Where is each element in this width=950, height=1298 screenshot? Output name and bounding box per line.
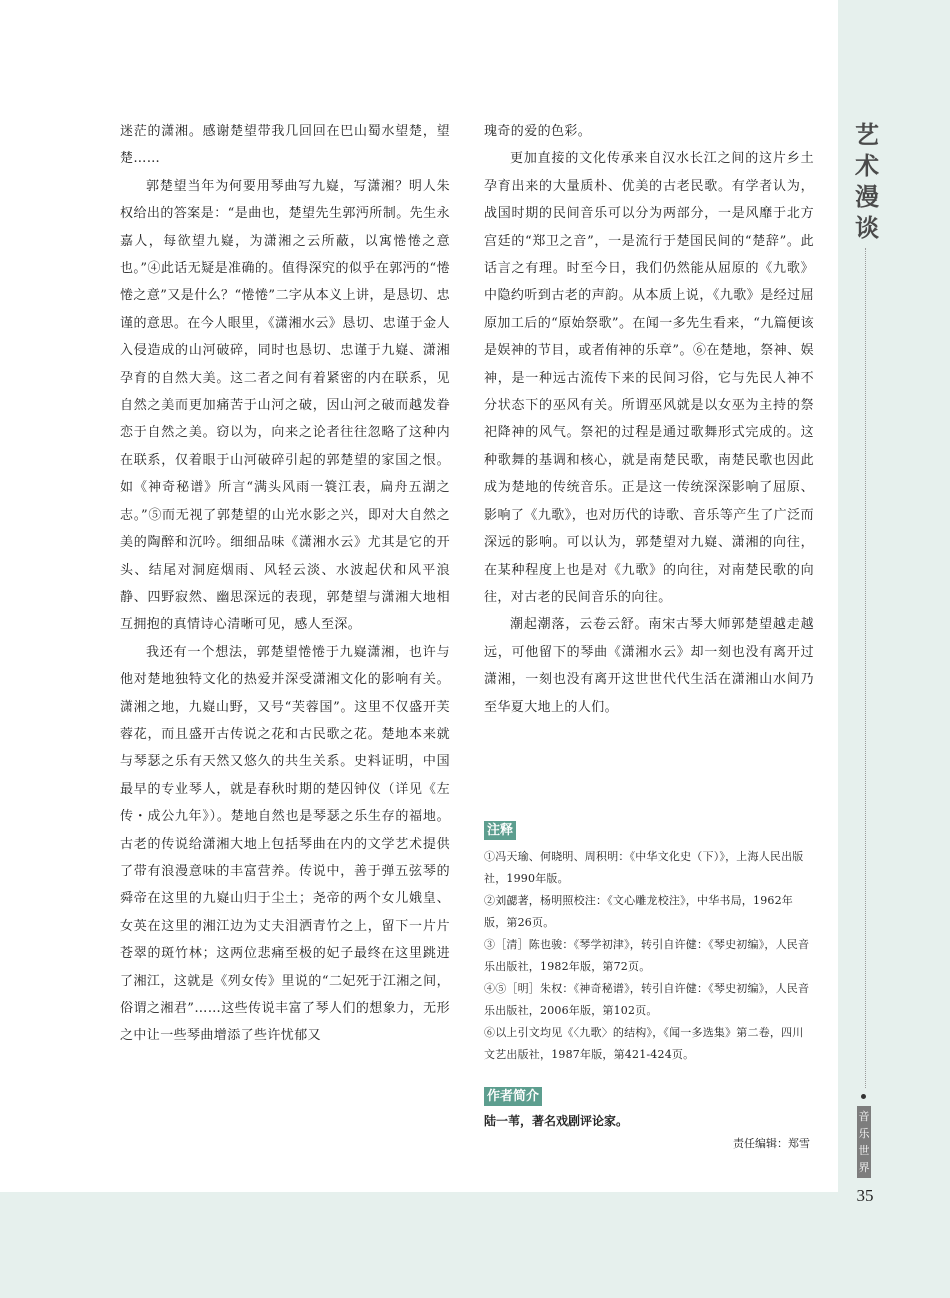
- paragraph: 瑰奇的爱的色彩。: [484, 124, 592, 139]
- page-bottom-band: [0, 1192, 950, 1298]
- paragraph: 我还有一个想法，郭楚望惓惓于九嶷潇湘，也许与他对楚地独特文化的热爱并深受潇湘文化的影响有关。潇湘之地，九嶷山野，又号“芙蓉国”。这里不仅盛开芙蓉花，而且盛开古传说之花和古民歌之花。楚地本来就与琴瑟之乐有天然又悠久的共生关系。史料证明，中国最早的专业琴人，就是春秋时期的楚囚钟仪（详见《左传・成公九年》）。楚地自然也是琴瑟之乐生存的福地。古老的传说给潇湘大地上包括琴曲在内的文学艺术提供了带有浪漫意味的丰富营养。传说中，善于弹五弦琴的舜帝在这里的九嶷山归于尘土；尧帝的两个女儿娥皇、女英在这里的湘江边为丈夫泪洒青竹之上，留下一片片苍翠的斑竹林；这两位悲痛至极的妃子最终在这里跳进了湘江，这就是《列女传》里说的“二妃死于江湘之间，俗谓之湘君”……这些传说丰富了琴人们的想象力，无形之中让一些琴曲增添了些许忧郁又: [120, 644, 450, 1044]
- note-item: ⑥以上引文均见《〈九歌〉的结构》，《闻一多选集》第二卷，四川文艺出版社，1987年版，第421-424页。: [484, 1026, 804, 1061]
- notes-list: [484, 846, 814, 1066]
- author-heading: 作者简介: [484, 1087, 542, 1106]
- paragraph: 迷茫的潇湘。感谢楚望带我几回回在巴山蜀水望楚，望楚……: [120, 124, 450, 167]
- page-number: 35: [856, 1186, 874, 1205]
- right-column: [484, 118, 814, 721]
- bullet-dot: [861, 1094, 866, 1099]
- paragraph: 更加直接的文化传承来自汉水长江之间的这片乡土孕育出来的大量质朴、优美的古老民歌。有学者认为，战国时期的民间音乐可以分为两部分，一是风靡于北方宫廷的“郑卫之音”，一是流行于楚国民间的“楚辞”。此话言之有理。时至今日，我们仍然能从屈原的《九歌》中隐约听到古老的声韵。从本质上说，《九歌》是经过屈原加工后的“原始祭歌”。在闻一多先生看来，“九篇便该是娱神的节目，或者侑神的乐章”。⑥在楚地，祭神、娱神，是一种远古流传下来的民间习俗，它与先民人神不分状态下的巫风有关。所谓巫风就是以女巫为主持的祭祀降神的风气。祭祀的过程是通过歌舞形式完成的。这种歌舞的基调和核心，就是南楚民歌，南楚民歌也因此成为楚地的传统音乐。正是这一传统深深影响了屈原、影响了《九歌》，也对历代的诗歌、音乐等产生了广泛而深远的影响。可以认为，郭楚望对九嶷、潇湘的向往，在某种程度上也是对《九歌》的向往，对南楚民歌的向往，对古老的民间音乐的向往。: [484, 151, 814, 605]
- notes-heading: 注释: [484, 821, 516, 840]
- note-item: ①冯天瑜、何晓明、周积明：《中华文化史（下）》，上海人民出版社，1990年版。: [484, 850, 804, 885]
- note-item: ③［清］陈也骏：《琴学初津》，转引自许健：《琴史初编》，人民音乐出版社，1982年版，第72页。: [484, 938, 810, 973]
- responsible-editor: 责任编辑：郑雪: [733, 1137, 810, 1150]
- left-column: [120, 118, 450, 1050]
- author-bio: 陆一苇，著名戏剧评论家。: [484, 1114, 629, 1128]
- note-item: ④⑤［明］朱权：《神奇秘谱》，转引自许健：《琴史初编》，人民音乐出版社，2006年版，第102页。: [484, 982, 810, 1017]
- dotted-divider: [865, 248, 866, 1088]
- column-title: 艺术漫谈: [855, 121, 879, 242]
- magazine-name-tag: 音乐世界: [857, 1106, 871, 1178]
- paragraph: 郭楚望当年为何要用琴曲写九嶷，写潇湘？明人朱权给出的答案是：“是曲也，楚望先生郭沔所制。先生永嘉人，每欲望九嶷，为潇湘之云所蔽，以寓惓惓之意也。”④此话无疑是准确的。值得深究的似乎在郭沔的“惓惓之意”又是什么？“惓惓”二字从本义上讲，是恳切、忠谨的意思。在今人眼里，《潇湘水云》恳切、忠谨于金人入侵造成的山河破碎，同时也恳切、忠谨于九嶷、潇湘孕育的自然大美。这二者之间有着紧密的内在联系，见自然之美而更加痛苦于山河之破，因山河之破而越发眷恋于自然之美。窃以为，向来之论者往往忽略了这种内在联系，仅着眼于山河破碎引起的郭楚望的家国之恨。如《神奇秘谱》所言“满头风雨一簑江表，扁舟五湖之志。”⑤而无视了郭楚望的山光水影之兴，即对大自然之美的陶醉和沉吟。细细品味《潇湘水云》尤其是它的开头、结尾对洞庭烟雨、风轻云淡、水波起伏和风平浪静、四野寂然、幽思深远的表现，郭楚望与潇湘大地相互拥抱的真情诗心清晰可见，感人至深。: [120, 178, 450, 633]
- paragraph: 潮起潮落，云卷云舒。南宋古琴大师郭楚望越走越远，可他留下的琴曲《潇湘水云》却一刻也没有离开过潇湘，一刻也没有离开这世世代代生活在潇湘山水间乃至华夏大地上的人们。: [484, 617, 814, 715]
- note-item: ②刘勰著，杨明照校注：《文心雕龙校注》，中华书局，1962年版，第26页。: [484, 894, 793, 929]
